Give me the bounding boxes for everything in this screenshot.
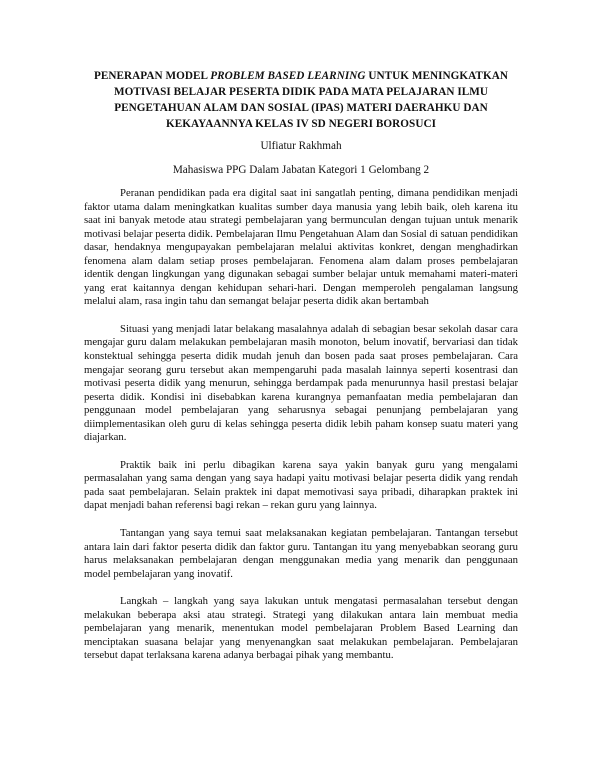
author-name: Ulfiatur Rakhmah <box>260 140 342 152</box>
title-italic-term: PROBLEM BASED LEARNING <box>210 70 366 82</box>
paragraph-3: Praktik baik ini perlu dibagikan karena saya yakin banyak guru yang mengalami permasalahan yang sama dengan yang saya hadapi yaitu motivasi belajar peserta didik yang rendah pada saat pembelajaran. Selain praktek ini dapat memotivasi saya pribadi, diharapkan praktek ini dapat menjadi bahan referensi bagi rekan – rekan guru yang lainnya. <box>84 458 518 512</box>
title-part-1: PENERAPAN MODEL <box>94 70 211 82</box>
paragraph-5: Langkah – langkah yang saya lakukan untuk mengatasi permasalahan tersebut dengan melakukan beberapa aksi atau strategi. Strategi yang dilakukan antara lain membuat media pembelajaran yang menarik, menentukan model pembelajaran Problem Based Learning dan menciptakan suasana belajar yang menyenangkan saat melakukan pembelajaran. Pembelajaran tersebut dapat terlaksana karena adanya berbagai pihak yang membantu. <box>84 595 518 662</box>
document-title <box>84 68 518 132</box>
title-part-2: UNTUK MENINGKATKAN MOTIVASI BELAJAR PESERTA DIDIK PADA MATA PELAJARAN ILMU PENGETAHUAN ALAM DAN SOSIAL (IPAS) MATERI DAERAHKU DAN KEKAYAANNYA KELAS IV SD NEGERI BOROSUCI <box>114 70 508 130</box>
paragraph-1: Peranan pendidikan pada era digital saat ini sangatlah penting, dimana pendidikan menjadi faktor utama dalam meningkatkan kualitas sumber daya manusia yang lebih baik, oleh karena itu saat ini banyak metode atau strategi pembelajaran yang bermunculan dengan tujuan untuk menarik motivasi belajar peserta didik. Pembelajaran Ilmu Pengetahuan Alam dan Sosial di satuan pendidikan dasar, hendaknya mengupayakan pembelajaran melalui aktivitas konkret, dengan menghadirkan fenomena alam dalam setiap proses pembelajaran. Fenomena alam dalam proses pembelajaran identik dengan lingkungan yang digunakan sebagai sumber belajar untuk memahami materi-materi yang erat kaitannya dengan kehidupan sehari-hari. Dengan memperoleh pengalaman langsung melalui alam, rasa ingin tahu dan semangat belajar peserta didik akan bertambah <box>84 187 518 308</box>
paragraph-4: Tantangan yang saya temui saat melaksanakan kegiatan pembelajaran. Tantangan tersebut antara lain dari faktor peserta didik dan faktor guru. Tantangan itu yang menyebabkan seorang guru harus melaksanakan pembelajaran dengan menggunakan media yang menarik dan penggunaan model pembelajaran yang inovatif. <box>84 527 518 580</box>
author-affiliation: Mahasiswa PPG Dalam Jabatan Kategori 1 Gelombang 2 <box>172 164 430 176</box>
paragraph-2: Situasi yang menjadi latar belakang masalahnya adalah di sebagian besar sekolah dasar cara mengajar guru dalam melakukan pembelajaran masih monoton, belum inovatif, bervariasi dan tidak konstektual sehingga peserta didik mudah jenuh dan bosen pada saat proses pembelajaran. Cara mengajar seorang guru tersebut akan mempengaruhi pada masalah lainnya seperti kosentrasi dan motivasi peserta didik yang menurun, sehingga berdampak pada menurunnya hasil prestasi belajar peserta didik. Kondisi ini disebabkan karena kurangnya pemanfaatan media pembelajaran dan penggunaan model pembelajaran yang seharusnya sebagai penunjang pembelajaran yang diimplementasikan oleh guru di kelas sehingga peserta didik lebih paham konsep suatu materi yang diajarkan. <box>84 322 518 444</box>
